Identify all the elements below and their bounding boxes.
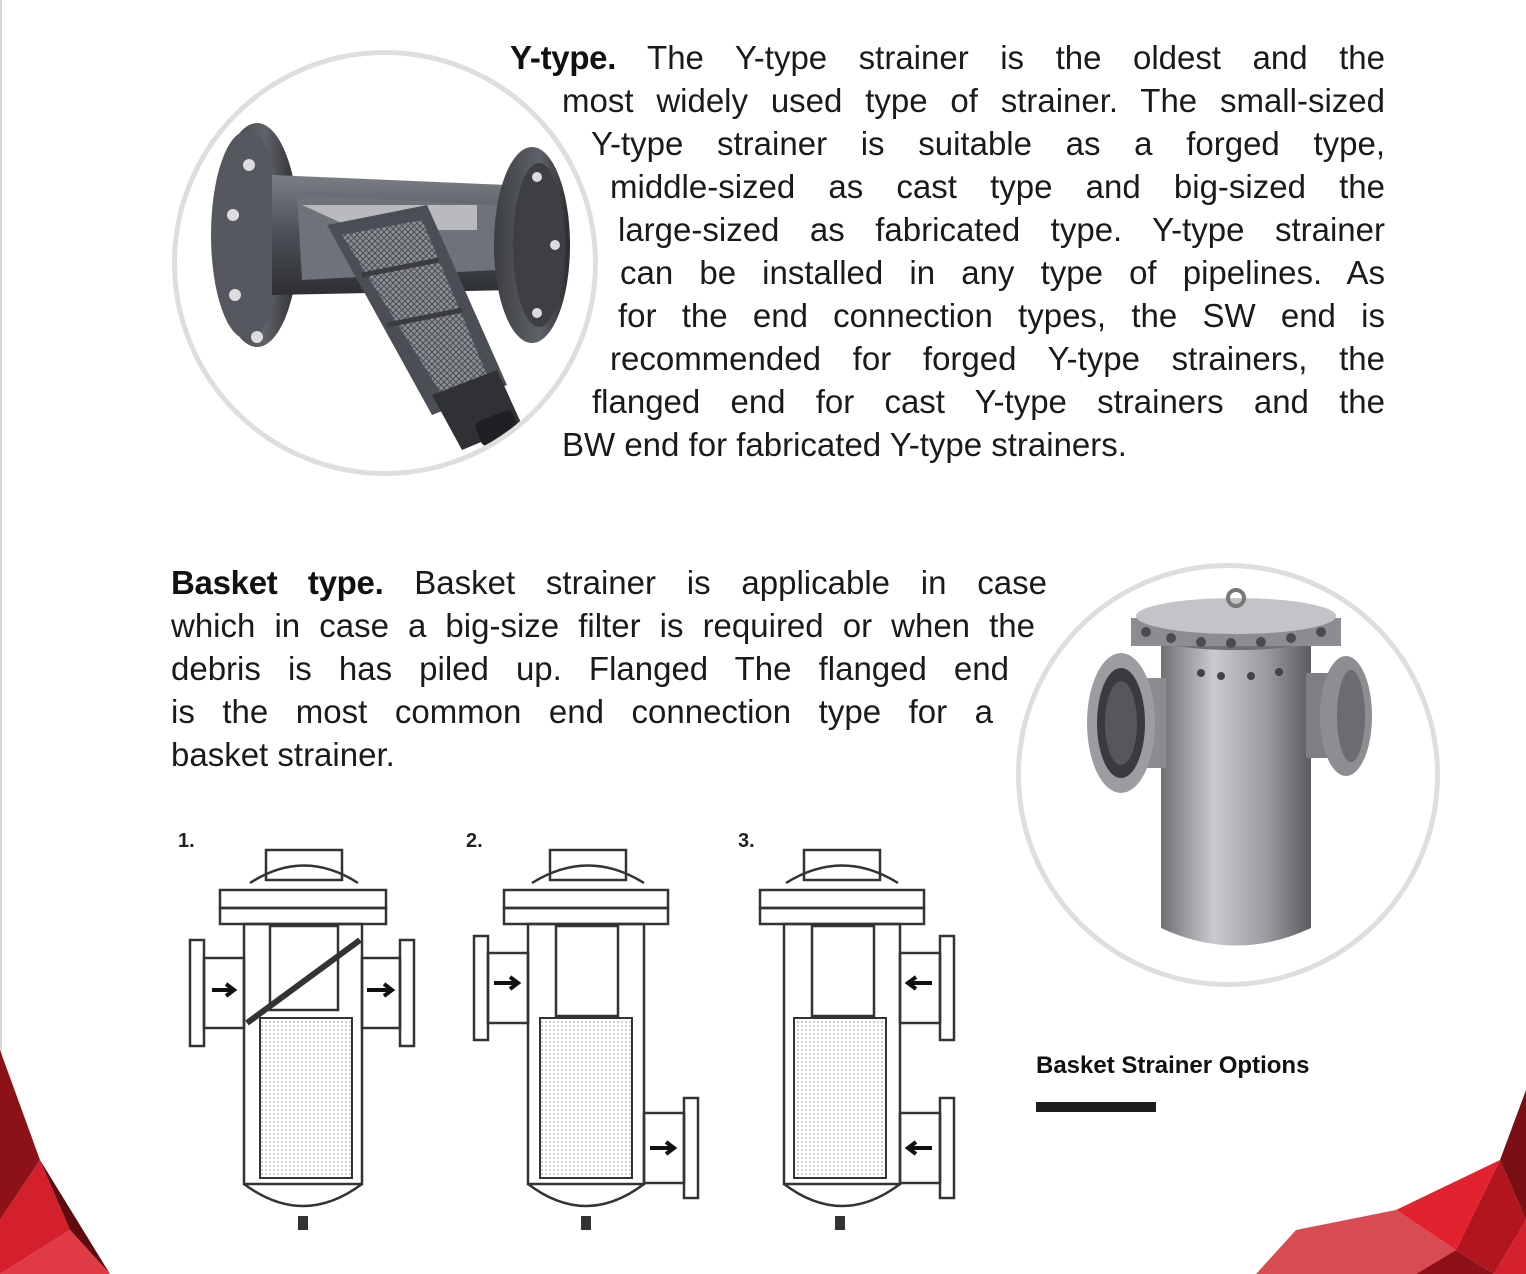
basket-type-line: debris is has piled up. Flanged The flanged end	[171, 650, 1009, 687]
y-type-line: BW end for fabricated Y-type strainers.	[562, 426, 1127, 463]
decorative-corner-left	[0, 1050, 110, 1274]
y-type-line: Y-type strainer is suitable as a forged type,	[591, 125, 1385, 162]
basket-type-line: which in case a big-size filter is required or when the	[171, 607, 1035, 644]
decorative-corner-right	[1256, 1090, 1526, 1274]
y-type-line: middle-sized as cast type and big-sized the	[610, 168, 1385, 205]
figure-caption: Basket Strainer Options	[1036, 1052, 1310, 1079]
basket-strainer-image	[1016, 563, 1440, 987]
y-type-paragraph: Y-type. The Y-type strainer is the oldest and the most widely used type of strainer. The small-sized Y-type strainer is suitable as a forged type, middle-sized as cast type and big-sized the large-sized as fabricated type. Y-type strainer can be installed in any type of pipelines. As for the end connection types, the SW end is recommended for forged Y-type strainers, the flanged end for cast Y-type strainers and the BW end for fabricated Y-type strainers.	[480, 36, 1385, 466]
y-type-line: most widely used type of strainer. The small-sized	[562, 82, 1385, 119]
y-type-line: flanged end for cast Y-type strainers and the	[592, 383, 1385, 420]
caption-underline	[1036, 1102, 1156, 1112]
basket-type-line: basket strainer.	[171, 736, 395, 773]
diagram-number: 3.	[738, 830, 755, 852]
y-type-line: for the end connection types, the SW end is	[618, 297, 1385, 334]
y-type-line: large-sized as fabricated type. Y-type strainer	[618, 211, 1385, 248]
basket-diagram-1	[172, 828, 430, 1238]
basket-diagram-3	[732, 828, 977, 1238]
diagram-number: 2.	[466, 830, 483, 852]
diagram-number: 1.	[178, 830, 195, 852]
y-type-line: can be installed in any type of pipelines. As	[620, 254, 1385, 291]
y-type-label: Y-type.	[510, 39, 617, 76]
basket-type-line: is the most common end connection type for a	[171, 693, 993, 730]
basket-diagram-2	[460, 828, 710, 1238]
basket-type-label: Basket type.	[171, 564, 384, 601]
y-type-line: recommended for forged Y-type strainers, the	[610, 340, 1385, 377]
basket-type-paragraph: Basket type. Basket strainer is applicable in case which in case a big-size filter is required or when the debris is has piled up. Flanged The flanged end is the most common end connection type for a basket strainer.	[171, 561, 1051, 776]
